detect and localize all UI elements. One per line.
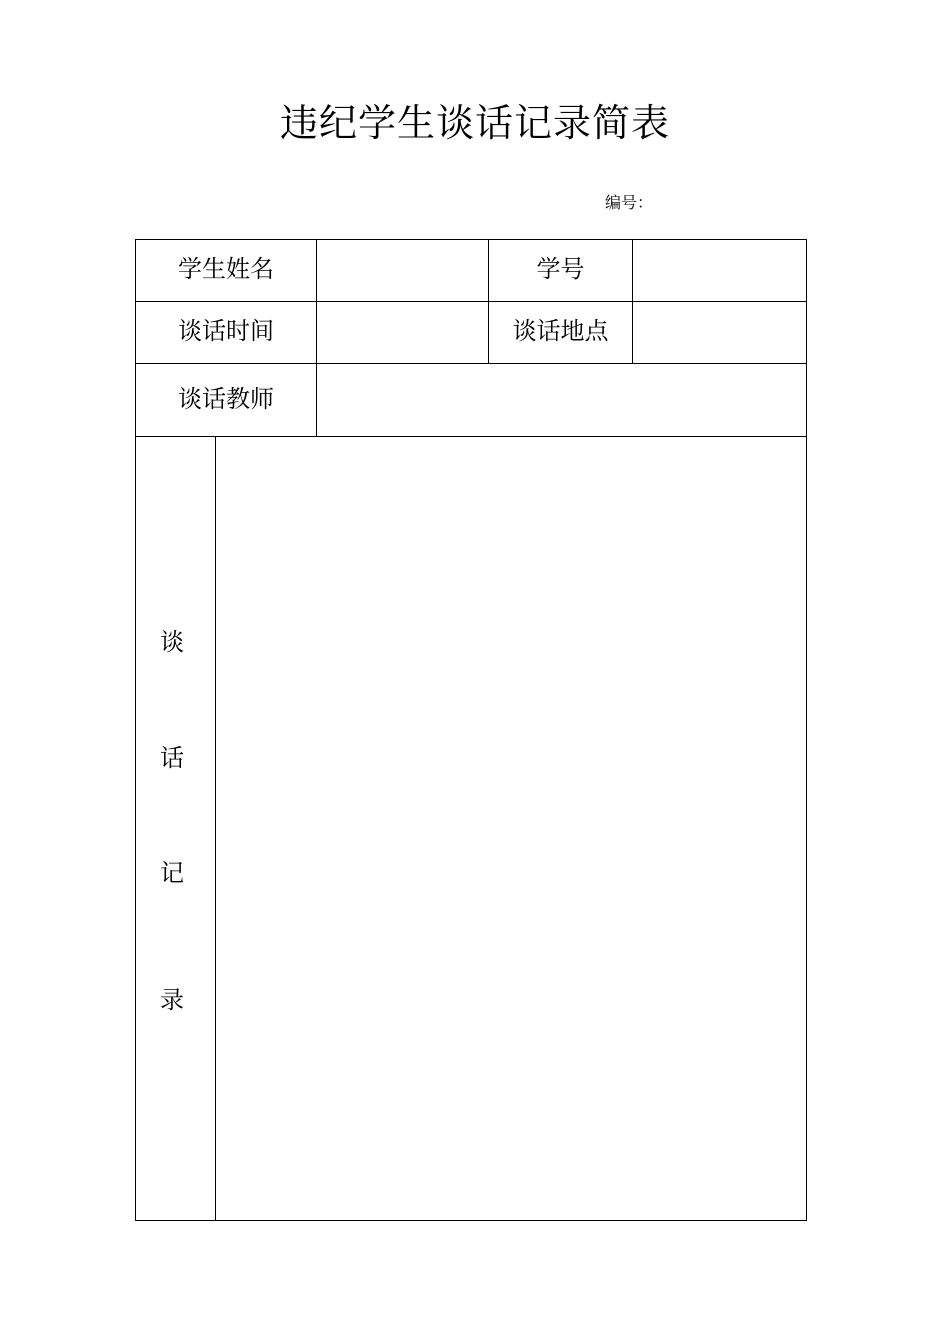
teacher-label-cell [136, 364, 317, 437]
record-label-char: 谈 [160, 628, 184, 656]
table-row [136, 302, 807, 364]
talk-place-label-cell [489, 302, 633, 364]
student-name-label-cell [136, 240, 317, 302]
talk-place-label: 谈话地点 [512, 317, 609, 345]
serial-number-label: 编号： [605, 193, 654, 212]
record-content-area[interactable] [216, 437, 807, 1221]
teacher-label: 谈话教师 [178, 384, 274, 413]
table-row [136, 364, 807, 437]
record-label-char: 录 [160, 986, 184, 1014]
talk-time-label-cell [136, 302, 317, 364]
student-id-field[interactable] [633, 240, 807, 302]
record-label-char: 话 [160, 744, 184, 772]
form-title: 违纪学生谈话记录简表 [279, 101, 670, 145]
record-label-cell [136, 437, 216, 1221]
table-row [136, 240, 807, 302]
record-table [135, 437, 807, 1221]
student-id-label: 学号 [536, 255, 585, 283]
talk-time-field[interactable] [317, 302, 489, 364]
talk-time-label: 谈话时间 [178, 317, 274, 345]
teacher-field[interactable] [317, 364, 807, 437]
record-label-char: 记 [160, 859, 184, 887]
student-name-field[interactable] [317, 240, 489, 302]
talk-place-field[interactable] [633, 302, 807, 364]
table-row [136, 437, 807, 1221]
student-id-label-cell [489, 240, 633, 302]
student-name-label: 学生姓名 [178, 255, 274, 283]
info-table [135, 239, 807, 437]
